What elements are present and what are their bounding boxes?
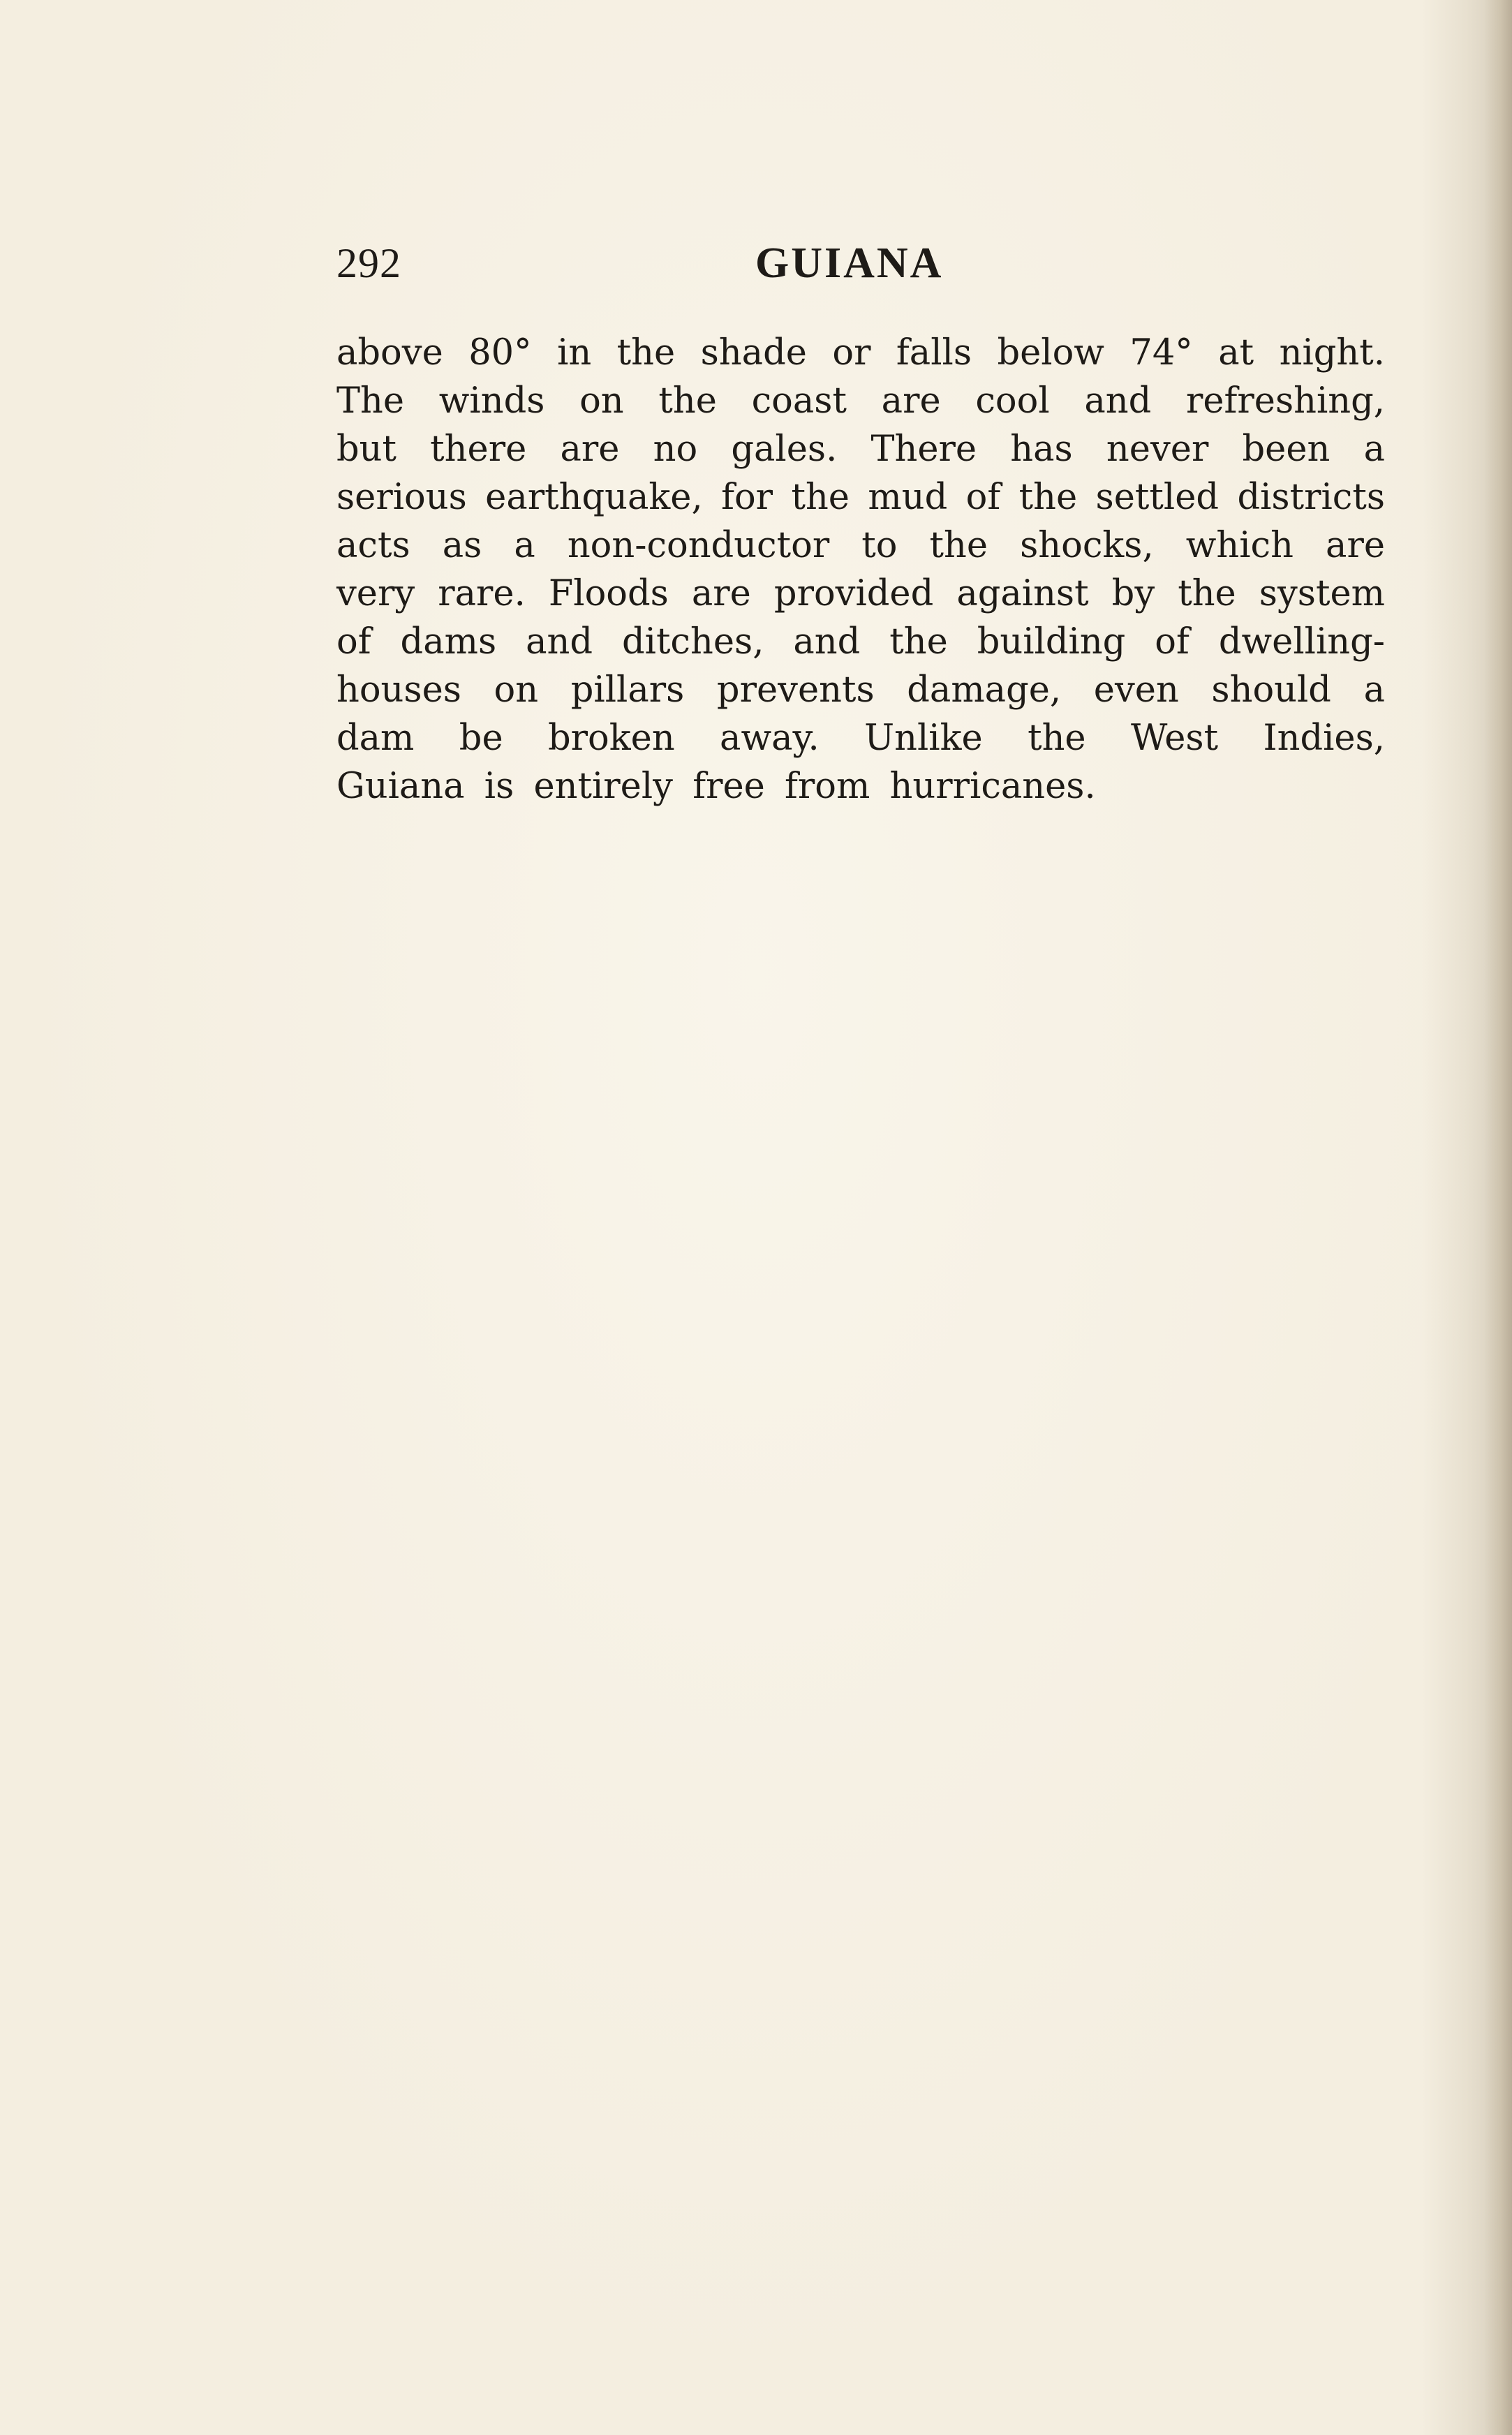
text-line: serious earthquake, for the mud of the settled districts xyxy=(336,477,1385,518)
page-edge-shadow xyxy=(1484,0,1512,2435)
text-line: houses on pillars prevents damage, even should a xyxy=(336,669,1385,711)
text-line: The winds on the coast are cool and refreshing, xyxy=(336,380,1385,422)
text-line: above 80° in the shade or falls below 74° at night. xyxy=(336,332,1385,373)
text-line: of dams and ditches, and the building of dwelling- xyxy=(336,621,1385,663)
running-title: GUIANA xyxy=(755,239,944,287)
body-paragraph xyxy=(336,329,1385,811)
text-line: acts as a non-conductor to the shocks, which are xyxy=(336,525,1385,566)
running-head xyxy=(336,235,1384,291)
text-line: Guiana is entirely free from hurricanes. xyxy=(336,766,1096,807)
text-line: but there are no gales. There has never been a xyxy=(336,429,1385,470)
page-number: 292 xyxy=(336,240,401,286)
text-line: very rare. Floods are provided against by the system xyxy=(336,573,1385,614)
text-line: dam be broken away. Unlike the West Indies, xyxy=(336,718,1385,759)
